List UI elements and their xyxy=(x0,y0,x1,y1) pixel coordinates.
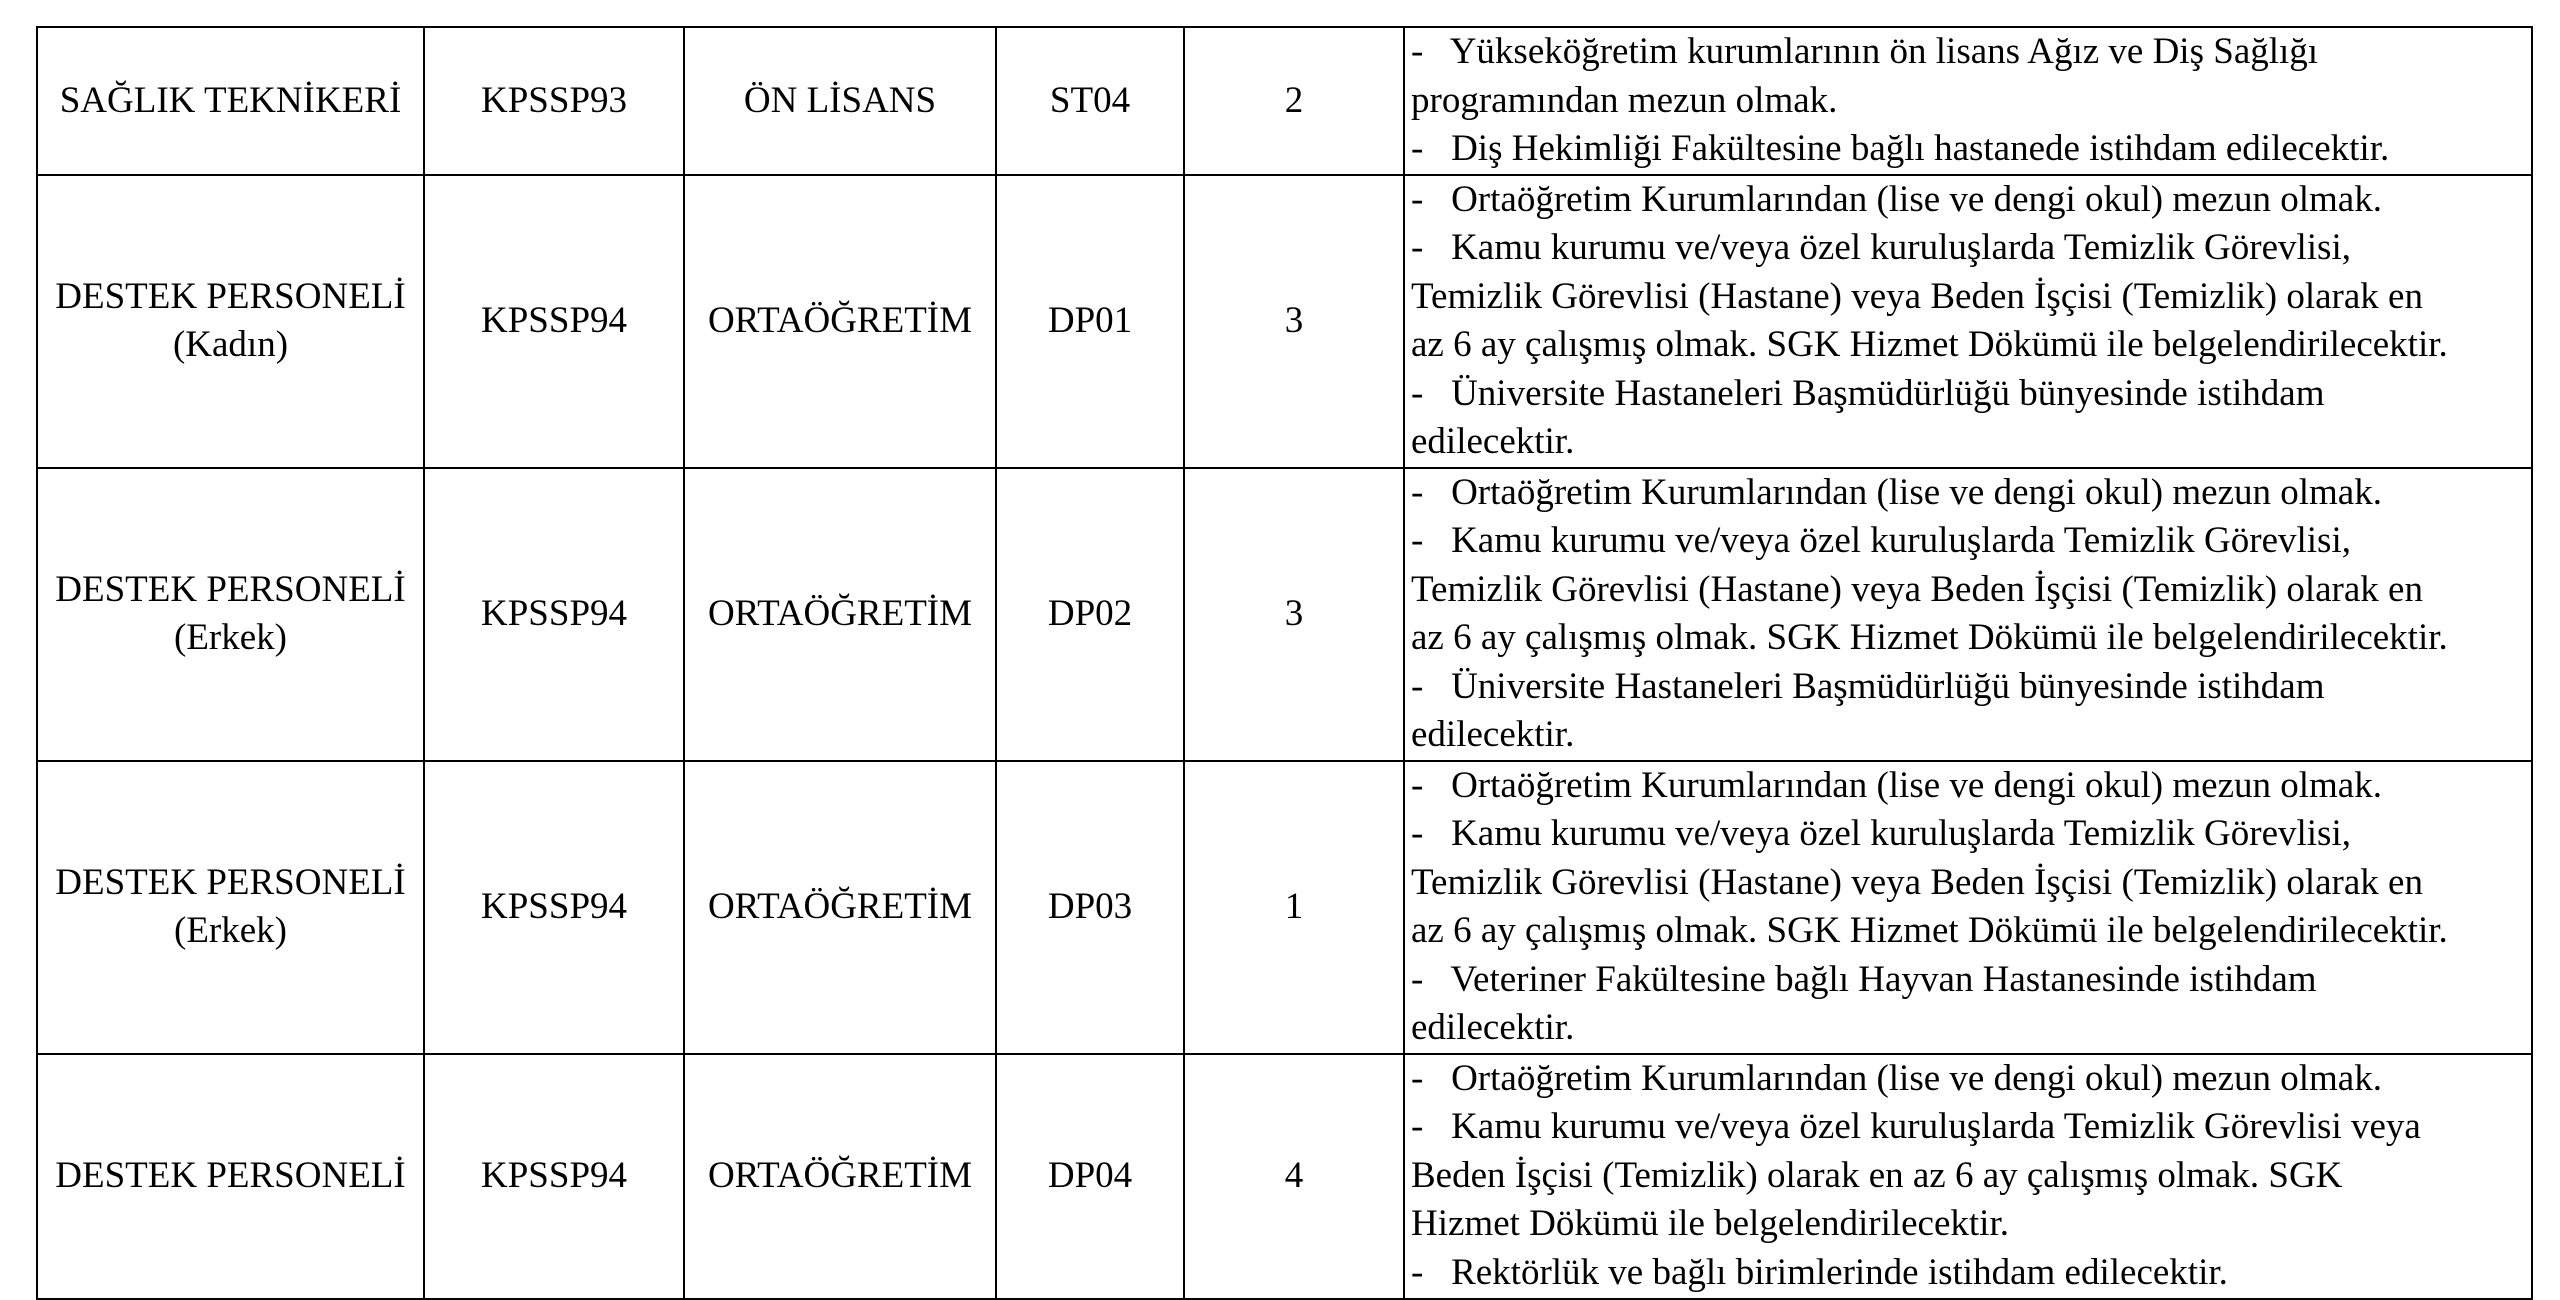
requirement-line: Hizmet Dökümü ile belgelendirilecektir. xyxy=(1411,1203,2009,1245)
education-level-cell: ORTAÖĞRETİM xyxy=(684,468,996,761)
requirements-cell xyxy=(1404,175,2532,468)
position-title: DESTEK PERSONELİ xyxy=(55,275,406,317)
position-title: DESTEK PERSONELİ xyxy=(55,861,406,903)
education-level-cell: ORTAÖĞRETİM xyxy=(684,175,996,468)
position-count-cell: 1 xyxy=(1184,761,1404,1054)
position-gender: (Erkek) xyxy=(174,617,287,658)
table-row xyxy=(37,468,2532,761)
position-title: DESTEK PERSONELİ xyxy=(55,568,406,610)
requirement-line: az 6 ay çalışmış olmak. SGK Hizmet Dökümü ile belgelendirilecektir. xyxy=(1411,617,2448,658)
requirement-line: az 6 ay çalışmış olmak. SGK Hizmet Dökümü ile belgelendirilecektir. xyxy=(1411,324,2448,365)
requirement-line: edilecektir. xyxy=(1411,1007,1575,1048)
education-level-cell: ORTAÖĞRETİM xyxy=(684,1054,996,1299)
requirement-line: - Yükseköğretim kurumlarının ön lisans Ağız ve Diş Sağlığı xyxy=(1411,31,2319,72)
requirements-cell xyxy=(1404,468,2532,761)
requirement-line: - Ortaöğretim Kurumlarından (lise ve dengi okul) mezun olmak. xyxy=(1411,471,2382,513)
position-gender: (Erkek) xyxy=(174,910,287,951)
requirement-line: edilecektir. xyxy=(1411,421,1575,462)
positions-table-body xyxy=(37,27,2532,1299)
positions-table xyxy=(36,26,2533,1300)
requirement-line: - Ortaöğretim Kurumlarından (lise ve dengi okul) mezun olmak. xyxy=(1411,1057,2382,1099)
requirement-line: - Diş Hekimliği Fakültesine bağlı hastanede istihdam edilecektir. xyxy=(1411,128,2390,169)
requirement-line: - Veteriner Fakültesine bağlı Hayvan Hastanesinde istihdam xyxy=(1411,958,2317,1000)
position-code-cell: DP03 xyxy=(996,761,1184,1054)
position-count-cell: 4 xyxy=(1184,1054,1404,1299)
position-code-cell: DP04 xyxy=(996,1054,1184,1299)
requirement-line: - Ortaöğretim Kurumlarından (lise ve dengi okul) mezun olmak. xyxy=(1411,178,2382,220)
position-title-cell xyxy=(37,27,424,175)
requirement-line: Temizlik Görevlisi (Hastane) veya Beden İşçisi (Temizlik) olarak en xyxy=(1411,861,2423,903)
kpss-code-cell: KPSSP94 xyxy=(424,175,684,468)
requirement-line: - Kamu kurumu ve/veya özel kuruluşlarda Temizlik Görevlisi, xyxy=(1411,520,2351,561)
requirement-line: edilecektir. xyxy=(1411,714,1575,755)
kpss-code-cell: KPSSP94 xyxy=(424,1054,684,1299)
table-row xyxy=(37,761,2532,1054)
requirement-line: - Kamu kurumu ve/veya özel kuruluşlarda Temizlik Görevlisi veya xyxy=(1411,1106,2421,1148)
requirement-line: Beden İşçisi (Temizlik) olarak en az 6 ay çalışmış olmak. SGK xyxy=(1411,1154,2343,1196)
requirement-line: - Ortaöğretim Kurumlarından (lise ve dengi okul) mezun olmak. xyxy=(1411,764,2382,806)
requirement-line: - Üniversite Hastaneleri Başmüdürlüğü bünyesinde istihdam xyxy=(1411,372,2325,414)
requirement-line: - Rektörlük ve bağlı birimlerinde istihdam edilecektir. xyxy=(1411,1251,2228,1293)
position-title-cell xyxy=(37,761,424,1054)
position-code-cell: ST04 xyxy=(996,27,1184,175)
position-count-cell: 3 xyxy=(1184,175,1404,468)
kpss-code-cell: KPSSP94 xyxy=(424,468,684,761)
requirement-line: - Kamu kurumu ve/veya özel kuruluşlarda Temizlik Görevlisi, xyxy=(1411,227,2351,268)
position-title-cell xyxy=(37,1054,424,1299)
table-row xyxy=(37,1054,2532,1299)
education-level-cell: ÖN LİSANS xyxy=(684,27,996,175)
position-title-cell xyxy=(37,468,424,761)
requirement-line: Temizlik Görevlisi (Hastane) veya Beden İşçisi (Temizlik) olarak en xyxy=(1411,275,2423,317)
position-code-cell: DP01 xyxy=(996,175,1184,468)
kpss-code-cell: KPSSP94 xyxy=(424,761,684,1054)
requirement-line: az 6 ay çalışmış olmak. SGK Hizmet Dökümü ile belgelendirilecektir. xyxy=(1411,910,2448,951)
table-row xyxy=(37,27,2532,175)
requirements-cell xyxy=(1404,761,2532,1054)
requirement-line: Temizlik Görevlisi (Hastane) veya Beden İşçisi (Temizlik) olarak en xyxy=(1411,568,2423,610)
kpss-code-cell: KPSSP93 xyxy=(424,27,684,175)
table-row xyxy=(37,175,2532,468)
position-title: SAĞLIK TEKNİKERİ xyxy=(59,79,402,121)
position-title: DESTEK PERSONELİ xyxy=(55,1154,406,1196)
requirement-line: - Üniversite Hastaneleri Başmüdürlüğü bünyesinde istihdam xyxy=(1411,665,2325,707)
education-level-cell: ORTAÖĞRETİM xyxy=(684,761,996,1054)
requirements-cell xyxy=(1404,1054,2532,1299)
position-count-cell: 3 xyxy=(1184,468,1404,761)
position-gender: (Kadın) xyxy=(172,324,289,365)
position-code-cell: DP02 xyxy=(996,468,1184,761)
requirement-line: - Kamu kurumu ve/veya özel kuruluşlarda Temizlik Görevlisi, xyxy=(1411,813,2351,854)
requirement-line: programından mezun olmak. xyxy=(1411,79,1838,121)
position-title-cell xyxy=(37,175,424,468)
requirements-cell xyxy=(1404,27,2532,175)
position-count-cell: 2 xyxy=(1184,27,1404,175)
